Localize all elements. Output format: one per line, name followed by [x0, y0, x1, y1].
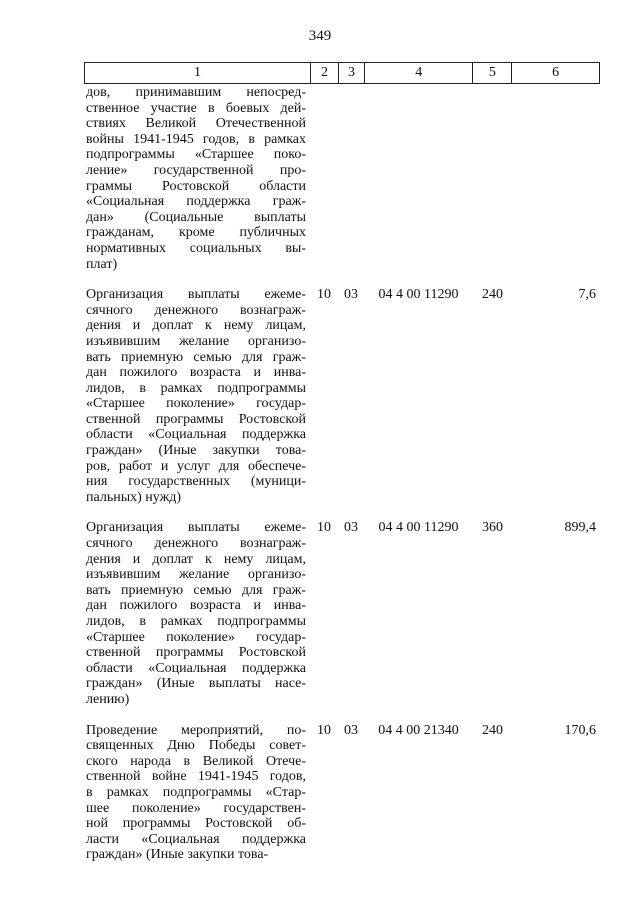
subsection-code: 03	[344, 287, 358, 303]
subsection-code: 03	[344, 722, 358, 738]
description-line: «Старшее поколение» государ-	[86, 396, 306, 412]
description-line: области «Социальная поддержка	[86, 660, 306, 676]
header-col-5: 5	[472, 63, 511, 83]
row-description	[84, 520, 310, 707]
description-line: пальных) нужд)	[86, 489, 182, 505]
description-line: лидов, в рамках подпрограммы	[86, 380, 306, 396]
description-line: ственной войне 1941-1945 годов,	[86, 769, 306, 785]
description-line: «Социальная поддержка граж-	[86, 194, 306, 210]
description-line: ственной программы Ростовской	[86, 411, 306, 427]
amount: 170,6	[564, 722, 596, 738]
table-row	[84, 287, 600, 505]
table-row	[84, 520, 600, 707]
target-article-code: 04 4 00 11290	[378, 287, 459, 303]
description-line: нормативных социальных вы-	[86, 240, 306, 256]
description-line: дан пожилого возраста и инва-	[86, 365, 306, 381]
description-line: ния государственных (муници-	[86, 474, 306, 490]
description-line: ров, работ и услуг для обеспече-	[86, 458, 306, 474]
description-line: войны 1941-1945 годов, в рамках	[86, 131, 306, 147]
description-line: гражданам, кроме публичных	[86, 225, 306, 241]
description-line: подпрограммы «Старшее поко-	[86, 147, 306, 163]
amount: 7,6	[578, 287, 596, 303]
table-row	[84, 723, 600, 863]
row-description	[84, 287, 310, 505]
description-line: вать приемную семью для граж-	[86, 349, 306, 365]
row-description	[84, 723, 310, 863]
row-spacer	[84, 708, 600, 723]
subsection-code	[338, 85, 364, 272]
description-line: плат)	[86, 256, 118, 272]
row-spacer	[84, 272, 600, 287]
description-line: Организация выплаты ежеме-	[86, 520, 306, 536]
description-line: ственное участие в боевых дей-	[86, 100, 306, 116]
description-line: дан пожилого возраста и инва-	[86, 598, 306, 614]
table-body	[84, 85, 600, 863]
header-col-4: 4	[364, 63, 473, 83]
description-line: граждан» (Иные закупки това-	[86, 847, 269, 863]
table-header	[84, 62, 600, 84]
description-line: священных Дню Победы совет-	[86, 738, 306, 754]
target-article-code: 04 4 00 21340	[378, 722, 459, 738]
description-line: граждан» (Иные выплаты насе-	[86, 676, 306, 692]
description-line: вать приемную семью для граж-	[86, 582, 306, 598]
description-line: граждан» (Иные закупки това-	[86, 443, 306, 459]
description-line: ского народа в Великой Отече-	[86, 753, 306, 769]
row-description	[84, 85, 310, 272]
target-article-code: 04 4 00 11290	[378, 520, 459, 536]
description-line: дения и доплат к нему лицам,	[86, 551, 306, 567]
description-line: области «Социальная поддержка	[86, 427, 306, 443]
header-col-3: 3	[338, 63, 364, 83]
description-line: ственной программы Ростовской	[86, 645, 306, 661]
description-line: в рамках подпрограммы «Стар-	[86, 784, 306, 800]
header-col-1: 1	[194, 65, 202, 80]
expense-type-code: 240	[482, 722, 503, 738]
description-line: дов, принимавшим непосред-	[86, 85, 306, 100]
description-line: ление» государственной про-	[86, 162, 306, 178]
section-code: 10	[317, 287, 331, 303]
description-line: «Старшее поколение» государ-	[86, 629, 306, 645]
description-line: сячного денежного вознаграж-	[86, 536, 306, 552]
expense-type-code: 240	[482, 287, 503, 303]
description-line: изъявившим желание организо-	[86, 333, 306, 349]
table-row	[84, 85, 600, 272]
description-line: ной программы Ростовской об-	[86, 816, 306, 832]
description-line: Проведение мероприятий, по-	[86, 722, 306, 738]
target-article-code	[364, 85, 473, 272]
description-line: ствиях Великой Отечественной	[86, 116, 306, 132]
description-line: изъявившим желание организо-	[86, 567, 306, 583]
row-spacer	[84, 505, 600, 520]
expense-type-code: 360	[482, 520, 503, 536]
page-number: 349	[308, 28, 332, 44]
subsection-code: 03	[344, 520, 358, 536]
amount	[512, 85, 600, 272]
section-code: 10	[317, 722, 331, 738]
header-col-6: 6	[511, 63, 599, 83]
description-line: сячного денежного вознаграж-	[86, 302, 306, 318]
expense-type-code	[473, 85, 512, 272]
description-line: дан» (Социальные выплаты	[86, 209, 306, 225]
description-line: лению)	[86, 691, 130, 707]
header-col-2: 2	[310, 63, 338, 83]
description-line: Организация выплаты ежеме-	[86, 287, 306, 303]
description-line: дения и доплат к нему лицам,	[86, 318, 306, 334]
description-line: граммы Ростовской области	[86, 178, 306, 194]
amount: 899,4	[564, 520, 596, 536]
description-line: ласти «Социальная поддержка	[86, 831, 306, 847]
description-line: лидов, в рамках подпрограммы	[86, 614, 306, 629]
section-code	[310, 85, 338, 272]
section-code: 10	[317, 520, 331, 536]
description-line: шее поколение» государствен-	[86, 800, 306, 816]
